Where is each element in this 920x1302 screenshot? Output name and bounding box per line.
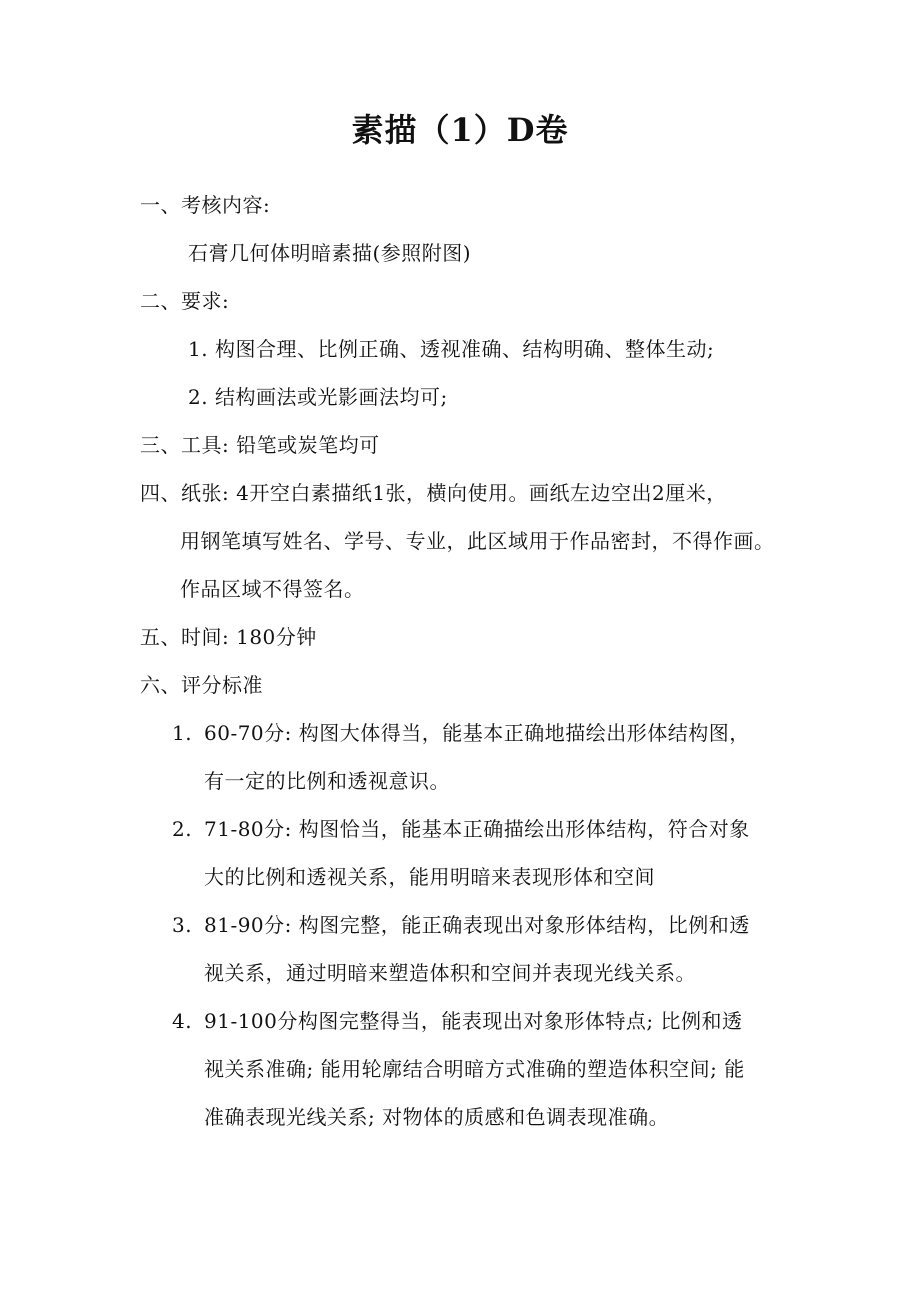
criterion-text: 81-90分: 构图完整，能正确表现出对象形体结构，比例和透 (204, 913, 750, 937)
criterion-4-continued: 视关系准确; 能用轮廓结合明暗方式准确的塑造体积空间; 能 (204, 1057, 745, 1081)
criterion-3-continued: 视关系，通过明暗来塑造体积和空间并表现光线关系。 (204, 961, 696, 985)
time-line: 五、时间: 180分钟 (140, 625, 317, 649)
criterion-1-continued: 有一定的比例和透视意识。 (204, 769, 450, 793)
criterion-number: 4. (172, 1009, 193, 1033)
criterion-2 (172, 815, 750, 843)
paper-line-1: 四、纸张: 4开空白素描纸1张，横向使用。画纸左边空出2厘米， (140, 481, 727, 505)
criterion-text: 91-100分构图完整得当，能表现出对象形体特点; 比例和透 (204, 1009, 743, 1033)
criterion-number: 3. (172, 913, 193, 937)
paper-line-3: 作品区域不得签名。 (180, 577, 365, 601)
criterion-4 (172, 1007, 742, 1035)
criterion-4-continued: 准确表现光线关系; 对物体的质感和色调表现准确。 (204, 1105, 670, 1129)
grading-heading: 六、评分标准 (140, 673, 263, 697)
requirement-item-1: 1. 构图合理、比例正确、透视准确、结构明确、整体生动; (188, 337, 715, 361)
criterion-text: 60-70分: 构图大体得当，能基本正确地描绘出形体结构图， (204, 721, 750, 745)
criterion-number: 2. (172, 817, 193, 841)
document-title: 素描（1）D卷 (351, 111, 569, 149)
content-heading: 一、考核内容: (140, 193, 271, 217)
requirements-heading: 二、要求: (140, 289, 230, 313)
criterion-3 (172, 911, 750, 939)
paper-line-2: 用钢笔填写姓名、学号、专业，此区域用于作品密封，不得作画。 (180, 529, 775, 553)
requirement-item-2: 2. 结构画法或光影画法均可; (188, 385, 448, 409)
criterion-text: 71-80分: 构图恰当，能基本正确描绘出形体结构，符合对象 (204, 817, 750, 841)
content-body: 石膏几何体明暗素描(参照附图) (188, 241, 472, 265)
criterion-1 (172, 719, 750, 747)
criterion-number: 1. (172, 721, 193, 745)
tools-line: 三、工具: 铅笔或炭笔均可 (140, 433, 380, 457)
criterion-2-continued: 大的比例和透视关系，能用明暗来表现形体和空间 (204, 865, 655, 889)
